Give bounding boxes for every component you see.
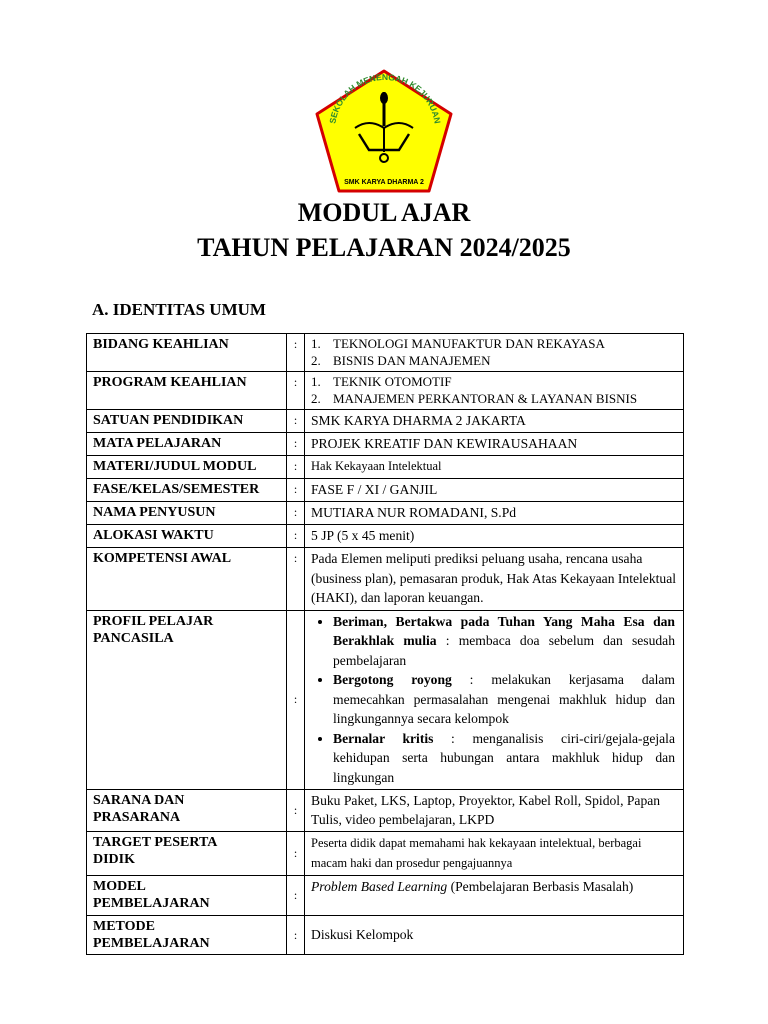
label-profil-pelajar-pancasila: PROFIL PELAJAR PANCASILA bbox=[87, 610, 287, 790]
value-satuan-pendidikan: SMK KARYA DHARMA 2 JAKARTA bbox=[305, 410, 684, 433]
row-sarana-prasarana bbox=[87, 790, 684, 832]
separator: : bbox=[287, 334, 305, 372]
list-item: 1. TEKNIK OTOMOTIF bbox=[311, 374, 452, 389]
value-materi-judul-modul: Hak Kekayaan Intelektual bbox=[305, 456, 684, 479]
value-profil-pelajar-pancasila bbox=[305, 610, 684, 790]
separator: : bbox=[287, 525, 305, 548]
list-item: 2. BISNIS DAN MANAJEMEN bbox=[311, 353, 491, 368]
value-model-pembelajaran: Problem Based Learning (Pembelajaran Berbasis Masalah) bbox=[305, 876, 684, 916]
document-title: MODUL AJAR bbox=[297, 198, 471, 227]
row-kompetensi-awal bbox=[87, 548, 684, 611]
list-item: 1. TEKNOLOGI MANUFAKTUR DAN REKAYASA bbox=[311, 336, 605, 351]
row-profil-pelajar-pancasila bbox=[87, 610, 684, 790]
separator: : bbox=[287, 832, 305, 876]
row-nama-penyusun bbox=[87, 502, 684, 525]
row-satuan-pendidikan bbox=[87, 410, 684, 433]
school-logo bbox=[313, 68, 455, 195]
value-kompetensi-awal: Pada Elemen meliputi prediksi peluang usaha, rencana usaha (business plan), pemasaran produk, Hak Atas Kekayaan Intelektual (HAKI), dan laporan keuangan. bbox=[305, 548, 684, 611]
row-target-peserta-didik bbox=[87, 832, 684, 876]
value-target-peserta-didik: Peserta didik dapat memahami hak kekayaan intelektual, berbagai macam haki dan prosedur pengajuannya bbox=[305, 832, 684, 876]
logo-arc-text: SEKOLAH MENENGAH KEJURUAN bbox=[327, 71, 443, 125]
label-model-pembelajaran: MODEL PEMBELAJARAN bbox=[87, 876, 287, 916]
separator: : bbox=[287, 502, 305, 525]
logo-school-text: SMK KARYA DHARMA 2 bbox=[344, 179, 424, 186]
row-materi-judul-modul bbox=[87, 456, 684, 479]
label-alokasi-waktu: ALOKASI WAKTU bbox=[87, 525, 287, 548]
row-metode-pembelajaran bbox=[87, 916, 684, 955]
value-sarana-prasarana: Buku Paket, LKS, Laptop, Proyektor, Kabel Roll, Spidol, Papan Tulis, video pembelajaran, LKPD bbox=[305, 790, 684, 832]
separator: : bbox=[287, 456, 305, 479]
identity-table bbox=[86, 333, 684, 955]
value-alokasi-waktu: 5 JP (5 x 45 menit) bbox=[305, 525, 684, 548]
row-program-keahlian bbox=[87, 372, 684, 410]
label-fase-kelas-semester: FASE/KELAS/SEMESTER bbox=[87, 479, 287, 502]
row-model-pembelajaran bbox=[87, 876, 684, 916]
label-sarana-prasarana: SARANA DAN PRASARANA bbox=[87, 790, 287, 832]
value-fase-kelas-semester: FASE F / XI / GANJIL bbox=[305, 479, 684, 502]
row-mata-pelajaran bbox=[87, 433, 684, 456]
label-bidang-keahlian: BIDANG KEAHLIAN bbox=[87, 334, 287, 372]
label-metode-pembelajaran: METODE PEMBELAJARAN bbox=[87, 916, 287, 955]
document-subtitle-year: TAHUN PELAJARAN 2024/2025 bbox=[197, 233, 571, 262]
value-mata-pelajaran: PROJEK KREATIF DAN KEWIRAUSAHAAN bbox=[305, 433, 684, 456]
label-mata-pelajaran: MATA PELAJARAN bbox=[87, 433, 287, 456]
section-title: A. IDENTITAS UMUM bbox=[92, 300, 266, 319]
label-program-keahlian: PROGRAM KEAHLIAN bbox=[87, 372, 287, 410]
label-satuan-pendidikan: SATUAN PENDIDIKAN bbox=[87, 410, 287, 433]
label-nama-penyusun: NAMA PENYUSUN bbox=[87, 502, 287, 525]
list-item: • Bernalar kritis : menganalisis ciri-ciri/gejala-gejala kehidupan serta hubungan antara makhluk hidup dan lingkungan bbox=[333, 729, 675, 788]
row-fase-kelas-semester bbox=[87, 479, 684, 502]
row-alokasi-waktu bbox=[87, 525, 684, 548]
list-item: 2. MANAJEMEN PERKANTORAN & LAYANAN BISNIS bbox=[311, 391, 638, 406]
value-nama-penyusun: MUTIARA NUR ROMADANI, S.Pd bbox=[305, 502, 684, 525]
separator: : bbox=[287, 790, 305, 832]
separator: : bbox=[287, 479, 305, 502]
separator: : bbox=[287, 548, 305, 611]
list-item: • Bergotong royong : melakukan kerjasama dalam memecahkan permasalahan mengenai makhluk hidup dan lingkungannya secara kelompok bbox=[333, 670, 675, 729]
value-program-keahlian bbox=[305, 372, 684, 410]
value-metode-pembelajaran: Diskusi Kelompok bbox=[305, 916, 684, 955]
separator: : bbox=[287, 410, 305, 433]
label-materi-judul-modul: MATERI/JUDUL MODUL bbox=[87, 456, 287, 479]
label-kompetensi-awal: KOMPETENSI AWAL bbox=[87, 548, 287, 611]
separator: : bbox=[287, 610, 305, 790]
list-item: • Beriman, Bertakwa pada Tuhan Yang Maha Esa dan Berakhlak mulia : membaca doa sebelum dan sesudah pembelajaran bbox=[333, 612, 675, 671]
row-bidang-keahlian bbox=[87, 334, 684, 372]
label-target-peserta-didik: TARGET PESERTA DIDIK bbox=[87, 832, 287, 876]
separator: : bbox=[287, 876, 305, 916]
value-bidang-keahlian bbox=[305, 334, 684, 372]
separator: : bbox=[287, 916, 305, 955]
separator: : bbox=[287, 433, 305, 456]
separator: : bbox=[287, 372, 305, 410]
